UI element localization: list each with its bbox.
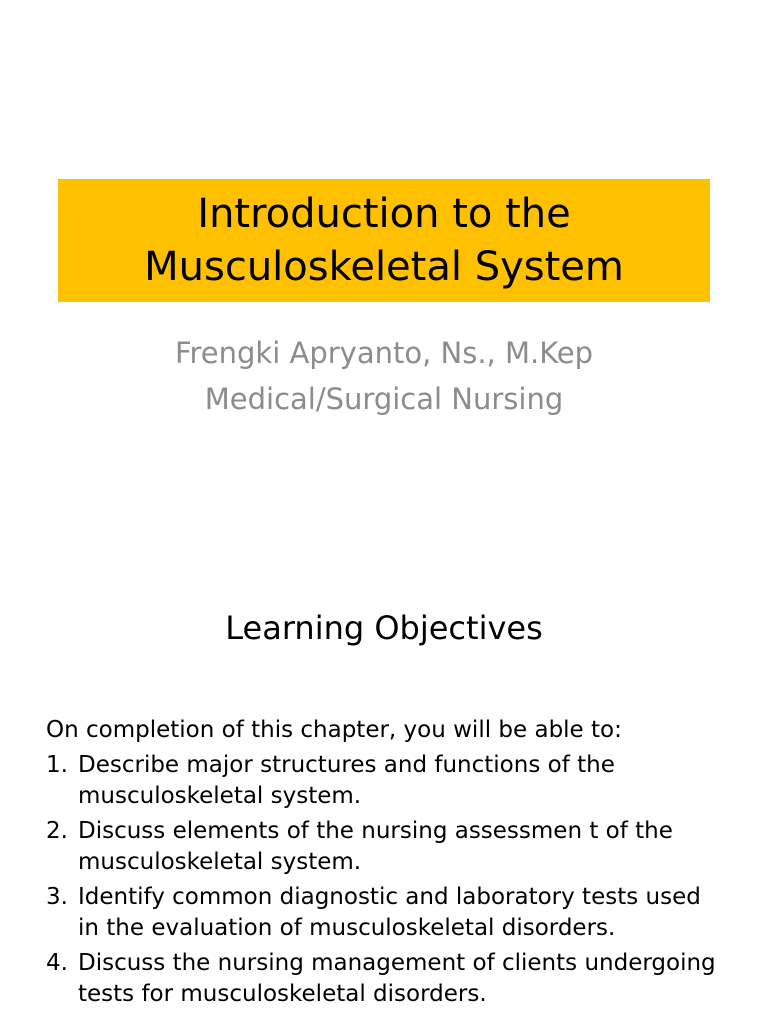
section-heading: Learning Objectives — [225, 609, 543, 647]
objective-item — [46, 816, 726, 878]
objective-number: 2. — [46, 818, 68, 844]
objectives-body — [46, 715, 726, 1014]
objective-text: Identify common diagnostic and laboratory tests used in the evaluation of musculoskeletal disorders. — [78, 884, 701, 941]
title-line-1: Introduction to the — [197, 190, 571, 237]
objectives-intro: On completion of this chapter, you will be able to: — [46, 717, 622, 743]
author-line: Frengki Apryanto, Ns., M.Kep — [174, 336, 594, 370]
objective-number: 1. — [46, 752, 68, 778]
title-band — [58, 179, 710, 302]
objective-text: Describe major structures and functions of the musculoskeletal system. — [78, 752, 615, 809]
objective-number: 3. — [46, 884, 68, 910]
objective-item — [46, 750, 726, 812]
course-line: Medical/Surgical Nursing — [204, 382, 564, 416]
objective-item — [46, 948, 726, 1010]
objective-number: 4. — [46, 950, 68, 976]
objective-item — [46, 882, 726, 944]
objectives-list — [46, 750, 726, 1010]
title-line-2: Musculoskeletal System — [144, 243, 624, 290]
objectives-slide — [0, 576, 768, 1024]
objective-text: Discuss elements of the nursing assessmen t of the musculoskeletal system. — [78, 818, 673, 875]
objective-text: Discuss the nursing management of clients undergoing tests for musculoskeletal disorders. — [78, 950, 716, 1007]
subtitle-block — [0, 330, 768, 422]
